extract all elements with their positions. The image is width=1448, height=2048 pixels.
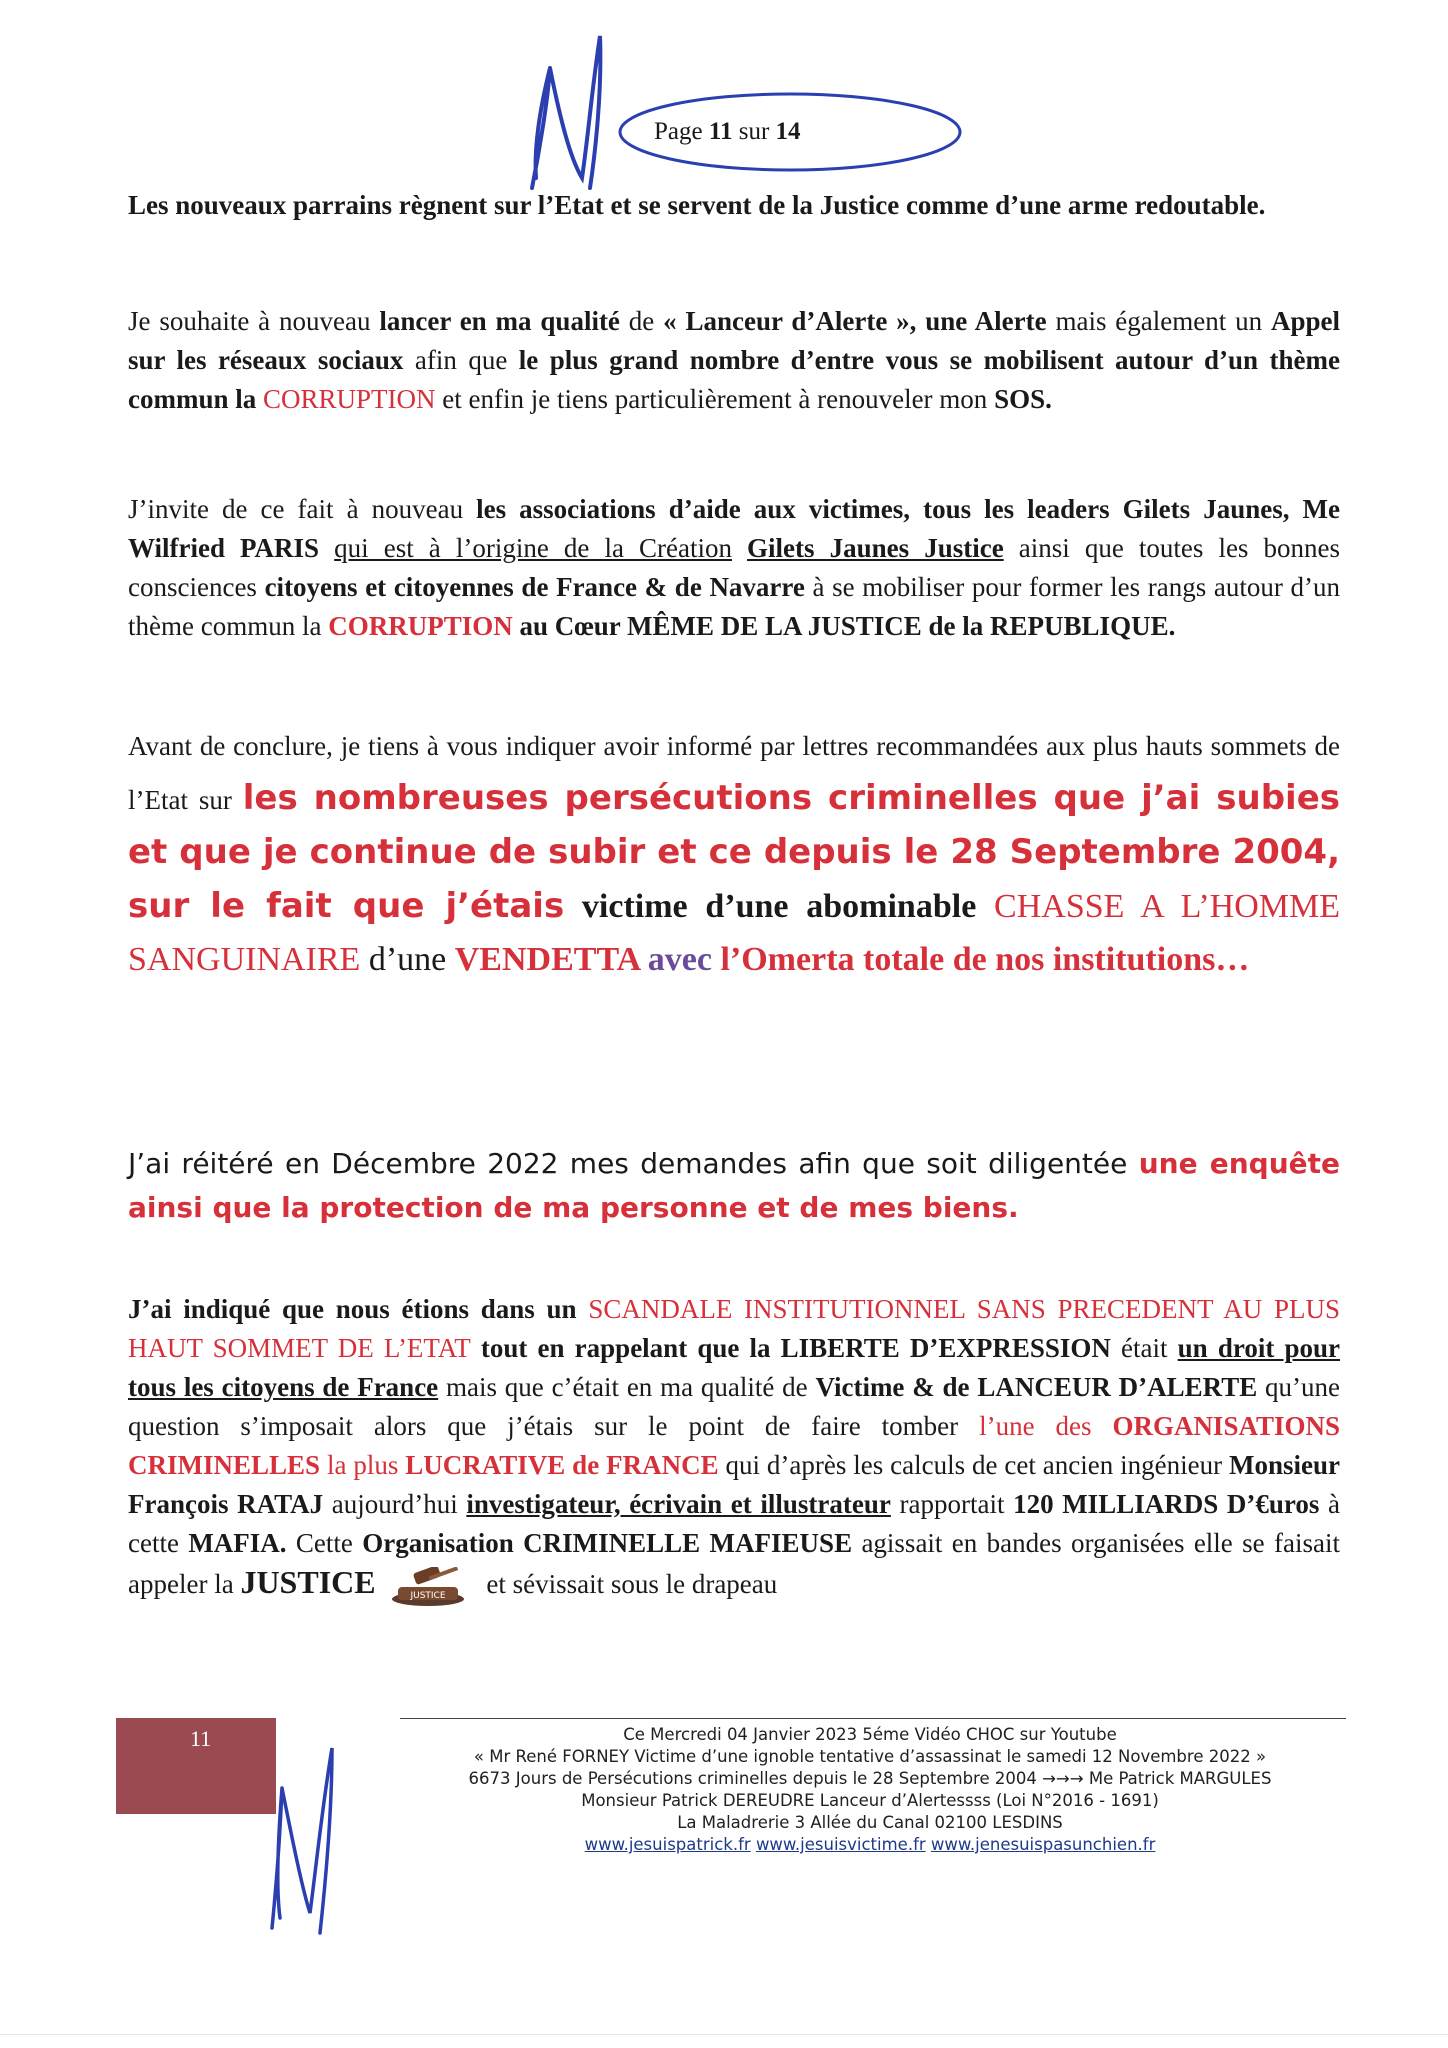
footer-line: 6673 Jours de Persécutions criminelles depuis le 28 Septembre 2004 →→→ Me Patrick MARGULES <box>468 1769 1272 1788</box>
footer-line: « Mr René FORNEY Victime d’une ignoble tentative d’assassinat le samedi 12 Novembre 2022 » <box>473 1747 1267 1766</box>
footer-links <box>440 1834 1300 1856</box>
link-jesuispatrick[interactable]: www.jesuispatrick.fr <box>584 1835 751 1854</box>
handwritten-initials-top <box>510 28 620 198</box>
svg-text:JUSTICE: JUSTICE <box>410 1590 446 1601</box>
paragraph-5: J’ai réitéré en Décembre 2022 mes demandes afin que soit diligentée une enquête ainsi que la protection de ma personne et de mes biens. <box>128 1147 1341 1224</box>
paragraph-3: J’invite de ce fait à nouveau les associations d’aide aux victimes, tous les leaders Gilets Jaunes, Me Wilfried PARIS qui est à l’origine de la Création Gilets Jaunes Justice ainsi que toutes les bonnes consciences citoyens et citoyennes de France & de Navarre à se mobiliser pour former les rangs autour d’un thème commun la CORRUPTION au Cœur MÊME DE LA JUSTICE de la REPUBLIQUE. <box>128 494 1341 641</box>
paragraph-2: Je souhaite à nouveau lancer en ma qualité de « Lanceur d’Alerte », une Alerte mais également un Appel sur les réseaux sociaux afin que le plus grand nombre d’entre vous se mobilisent autour d’un thème commun la CORRUPTION et enfin je tiens particulièrement à renouveler mon SOS. <box>128 306 1340 414</box>
page-bottom-edge <box>0 2034 1448 2035</box>
footer-page-block <box>116 1718 276 1814</box>
justice-gavel-icon <box>382 1567 474 1607</box>
footer-text <box>440 1724 1300 1856</box>
footer-line: Ce Mercredi 04 Janvier 2023 5éme Vidéo CHOC sur Youtube <box>623 1725 1117 1744</box>
footer-page-number: 11 <box>190 1726 212 1751</box>
paragraph-6: J’ai indiqué que nous étions dans un SCANDALE INSTITUTIONNEL SANS PRECEDENT AU PLUS HAUT SOMMET DE L’ETAT tout en rappelant que la LIBERTE D’EXPRESSION était un droit pour tous les citoyens de France mais que c’était en ma qualité de Victime & de LANCEUR D’ALERTE qu’une question s’imposait alors que j’étais sur le point de faire tomber l’une des ORGANISATIONS CRIMINELLES la plus LUCRATIVE de FRANCE qui d’après les calculs de cet ancien ingénieur Monsieur François RATAJ aujourd’hui investigateur, écrivain et illustrateur rapportait 120 MILLIARDS D’€uros à cette MAFIA. Cette Organisation CRIMINELLE MAFIEUSE agissait en bandes organisées elle se faisait appeler la JUSTICE JUSTICE et sévissait sous le drapeau <box>128 1290 1340 1607</box>
footer-rule <box>400 1718 1346 1719</box>
link-jesuisvictime[interactable]: www.jesuisvictime.fr <box>755 1835 926 1854</box>
paragraph-1: Les nouveaux parrains règnent sur l’Etat et se servent de la Justice comme d’une arme redoutable. <box>128 190 1266 220</box>
footer-line: La Maladrerie 3 Allée du Canal 02100 LESDINS <box>677 1813 1063 1832</box>
paragraph-4: Avant de conclure, je tiens à vous indiquer avoir informé par lettres recommandées aux plus hauts sommets de l’Etat sur les nombreuses persécutions criminelles que j’ai subies et que je continue de subir et ce depuis le 28 Septembre 2004, sur le fait que j’étais victime d’une abominable CHASSE A L’HOMME SANGUINAIRE d’une VENDETTA avec l’Omerta totale de nos institutions… <box>128 731 1340 978</box>
page-indicator: Page 11 sur 14 <box>654 118 801 145</box>
handwritten-initials-footer <box>262 1738 346 1938</box>
footer-line: Monsieur Patrick DEREUDRE Lanceur d’Alertessss (Loi N°2016 - 1691) <box>581 1791 1159 1810</box>
link-jenesuispasunchien[interactable]: www.jenesuispasunchien.fr <box>930 1835 1156 1854</box>
